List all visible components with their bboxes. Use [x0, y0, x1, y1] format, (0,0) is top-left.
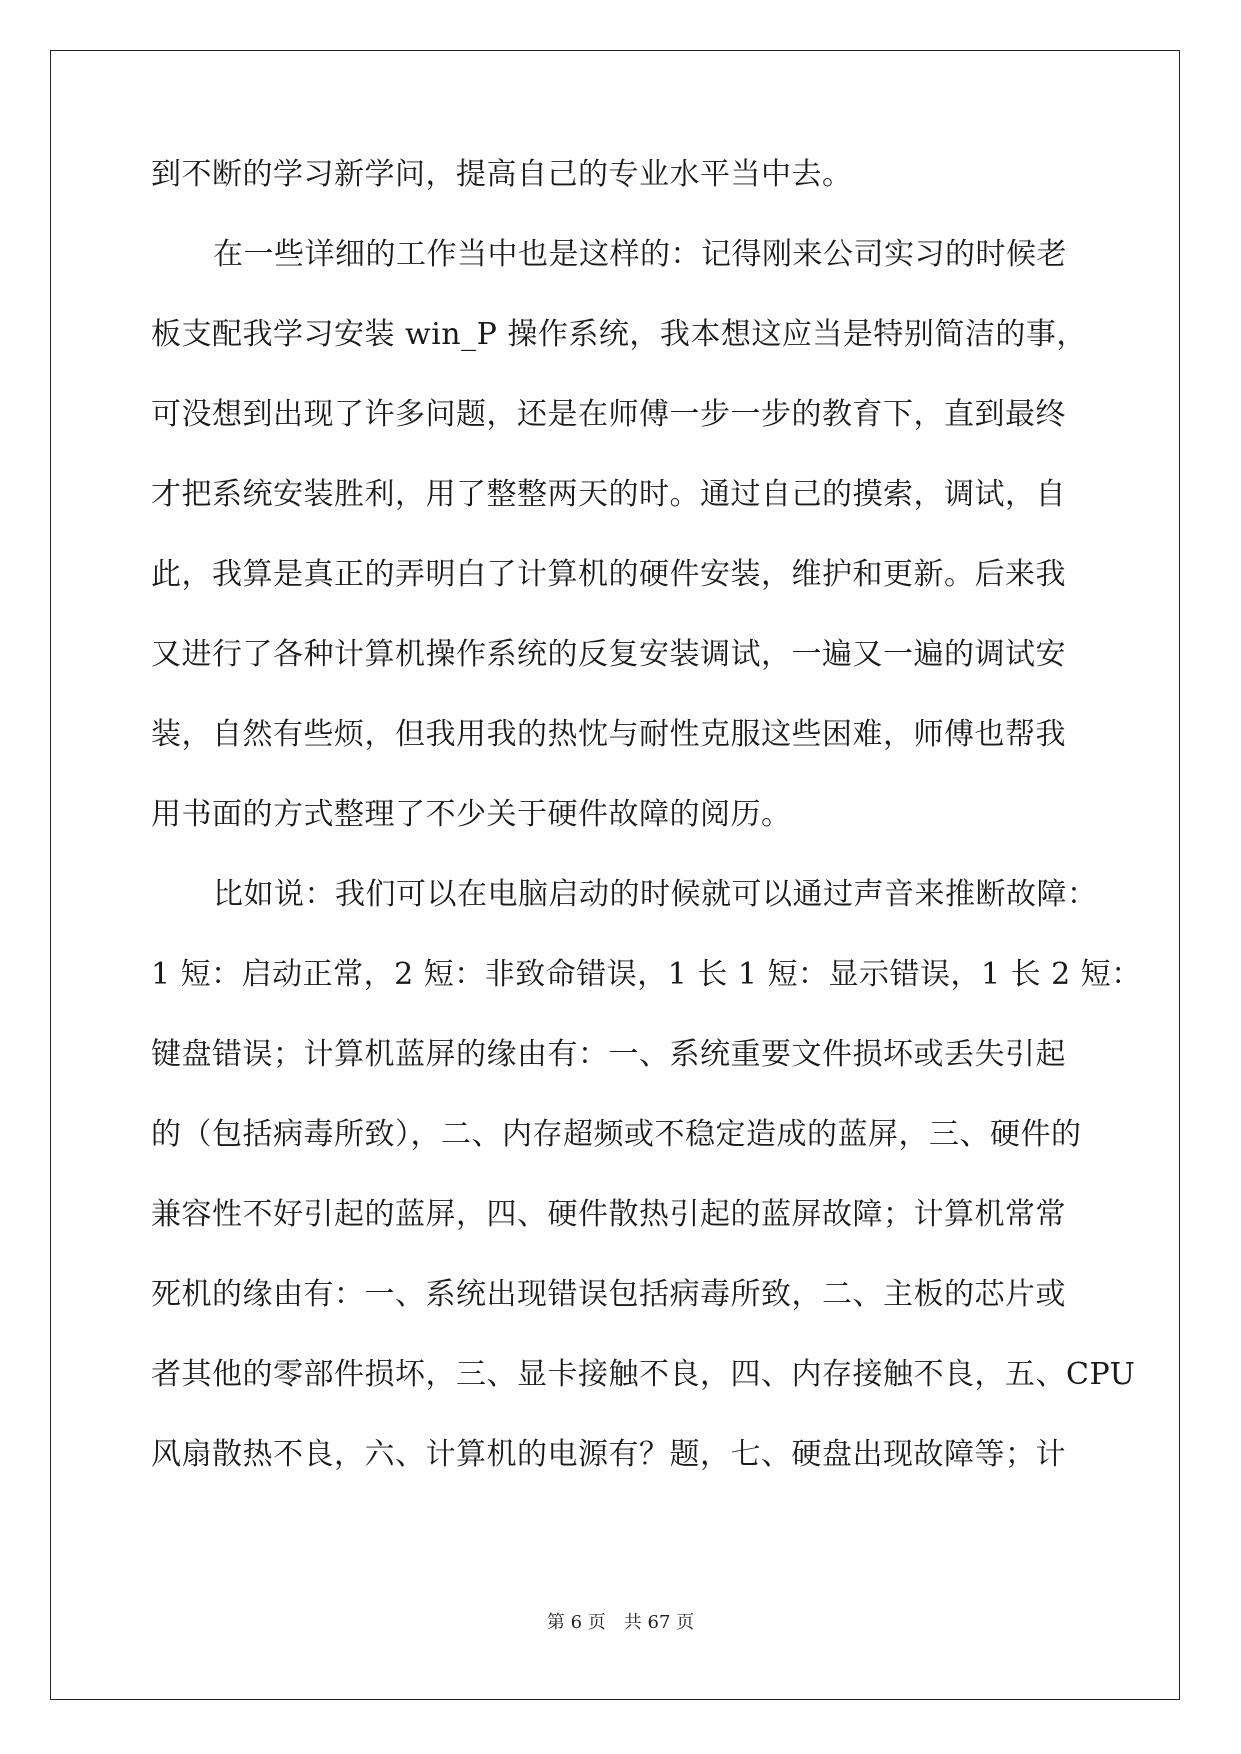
- text-line: 风扇散热不良，六、计算机的电源有？题，七、硬盘出现故障等；计: [151, 1437, 1066, 1472]
- text-line: 兼容性不好引起的蓝屏，四、硬件散热引起的蓝屏故障；计算机常常: [151, 1197, 1066, 1232]
- text-line: 到不断的学习新学问，提高自己的专业水平当中去。: [151, 157, 853, 192]
- text-line-paragraph-start: 比如说：我们可以在电脑启动的时候就可以通过声音来推断故障：: [213, 877, 1098, 912]
- page-total: 共 67 页: [623, 1612, 695, 1633]
- document-body: [151, 157, 1142, 1520]
- text-line: 1 短：启动正常，2 短：非致命错误，1 长 1 短：显示错误，1 长 2 短：: [151, 957, 1142, 992]
- text-line: 板支配我学习安装 win_P 操作系统，我本想这应当是特别简洁的事，: [151, 317, 1087, 352]
- text-line: 装，自然有些烦，但我用我的热忱与耐性克服这些困难，师傅也帮我: [151, 717, 1066, 752]
- text-line: 死机的缘由有：一、系统出现错误包括病毒所致，二、主板的芯片或: [151, 1277, 1066, 1312]
- page-number: 第 6 页: [546, 1612, 606, 1633]
- text-line-paragraph-start: 在一些详细的工作当中也是这样的：记得刚来公司实习的时候老: [213, 237, 1067, 272]
- text-line: 用书面的方式整理了不少关于硬件故障的阅历。: [151, 797, 792, 832]
- text-line: 又进行了各种计算机操作系统的反复安装调试，一遍又一遍的调试安: [151, 637, 1066, 672]
- text-line: 此，我算是真正的弄明白了计算机的硬件安装，维护和更新。后来我: [151, 557, 1066, 592]
- text-line: 可没想到出现了许多问题，还是在师傅一步一步的教育下，直到最终: [151, 397, 1066, 432]
- page-footer: [0, 1612, 1241, 1634]
- text-line: 才把系统安装胜利，用了整整两天的时。通过自己的摸索，调试，自: [151, 477, 1066, 512]
- text-line: 的（包括病毒所致），二、内存超频或不稳定造成的蓝屏，三、硬件的: [151, 1117, 1082, 1152]
- text-line: 者其他的零部件损坏，三、显卡接触不良，四、内存接触不良，五、CPU: [151, 1357, 1136, 1392]
- text-line: 键盘错误；计算机蓝屏的缘由有：一、系统重要文件损坏或丢失引起: [151, 1037, 1066, 1072]
